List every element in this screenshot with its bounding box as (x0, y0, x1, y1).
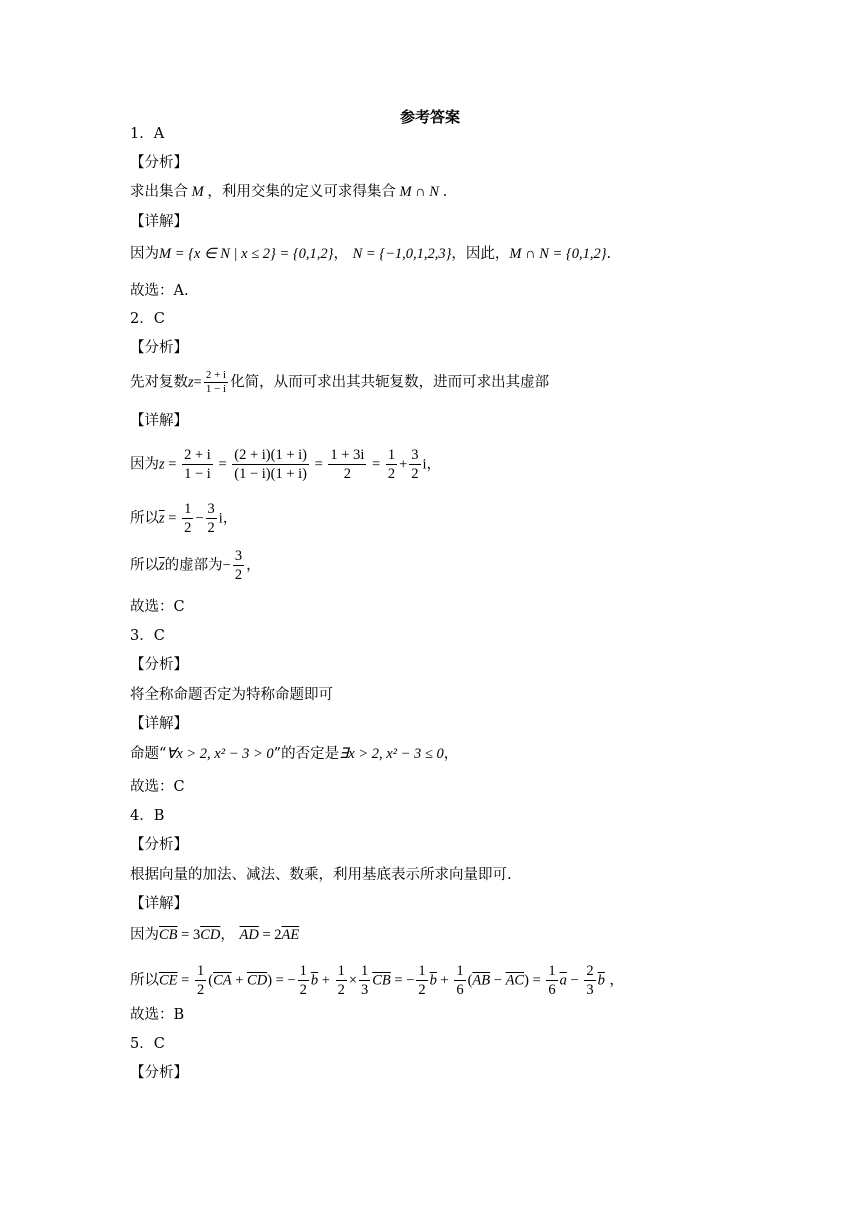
q1-detail: 因为M = {x ∈ N | x ≤ 2} = {0,1,2}， N = {−1,0,1,2,3}，因此，M ∩ N = {0,1,2}. (130, 246, 612, 262)
q2-analysis: 先对复数z= $\frac{2 + i}{1 - i}$ 化简，从而可求出其共轭复数，进而可求出其虚部 (130, 369, 550, 395)
q1-analysis: 求出集合 M ，利用交集的定义可求得集合 M ∩ N . (130, 184, 448, 200)
q3-number: 3．C (130, 628, 165, 644)
q5-analysis-label: 【分析】 (130, 1065, 188, 1081)
q2-detail-line2: 所以$\overline{z}$ = $\frac{1}{2}$ − $\frac{3}{2}$ i， (130, 501, 238, 536)
q1-number: 1．A (130, 126, 165, 142)
q3-detail: 命题“∀x > 2, x² − 3 > 0”的否定是∃x > 2, x² − 3 ≤ 0， (130, 746, 459, 762)
q2-analysis-label: 【分析】 (130, 340, 188, 356)
q2-detail-line1: 因为z = $\frac{2 + i}{1 - i}$ = $\frac{(2 + i)(1 + i)}{(1 - i)(1 + i)}$ = $\frac{1 + 3i}{2}$ = $\frac{1}{2}$ + $\frac{3}{2}$ i， (130, 447, 442, 482)
q2-detail-label: 【详解】 (130, 413, 188, 429)
q1-detail-label: 【详解】 (130, 214, 188, 230)
q1-result: M ∩ N = {0,1,2} (509, 246, 607, 262)
q3-answer: 故选：C (130, 779, 185, 795)
q2-number: 2．C (130, 311, 165, 327)
q4-analysis-label: 【分析】 (130, 837, 188, 853)
q1-set-n: N = {−1,0,1,2,3} (352, 246, 452, 262)
q1-answer: 故选：A. (130, 283, 189, 299)
q2-detail-line3: 所以$\overline{z}$的虚部为− $\frac{3}{2}$ ， (130, 548, 261, 583)
q4-answer: 故选：B (130, 1007, 185, 1023)
q3-analysis: 将全称命题否定为特称命题即可 (130, 687, 333, 703)
q4-detail-line1: 因为$\overline{CB} = 3\overline{CD}$， $\overline{AD} = 2\overline{AE}$ (130, 927, 300, 943)
q3-analysis-label: 【分析】 (130, 657, 188, 673)
q5-number: 5．C (130, 1036, 165, 1052)
q4-detail-label: 【详解】 (130, 896, 188, 912)
q4-number: 4．B (130, 808, 165, 824)
q1-analysis-label: 【分析】 (130, 155, 188, 171)
q4-analysis: 根据向量的加法、减法、数乘，利用基底表示所求向量即可. (130, 867, 512, 883)
q2-answer: 故选：C (130, 599, 185, 615)
q3-negation: ∃x > 2, x² − 3 ≤ 0 (339, 746, 444, 762)
q4-detail-line2: 所以$\overline{CE}$ = $\frac{1}{2}$ $(\overline{CA} + \overline{CD})$ = − $\frac{1}{2}$ $\overline{b}$ + $\frac{1}{2}$ × $\frac{1}{3}$ $\overline{CB}$ = − $\frac{1}{2}$ $\overline{b}$ + $\frac{1}{6}$ $(\overline{AB} - \overline{AC})$ = $\frac{1}{6}$ $\overline{a}$ − $\frac{2}{3}$ $\overline{b}$ ， (130, 963, 624, 998)
q3-detail-label: 【详解】 (130, 716, 188, 732)
q3-proposition: ∀x > 2, x² − 3 > 0 (166, 746, 274, 762)
page-title: 参考答案 (399, 108, 460, 126)
q1-set-m: M = {x ∈ N | x ≤ 2} = {0,1,2} (159, 246, 334, 262)
